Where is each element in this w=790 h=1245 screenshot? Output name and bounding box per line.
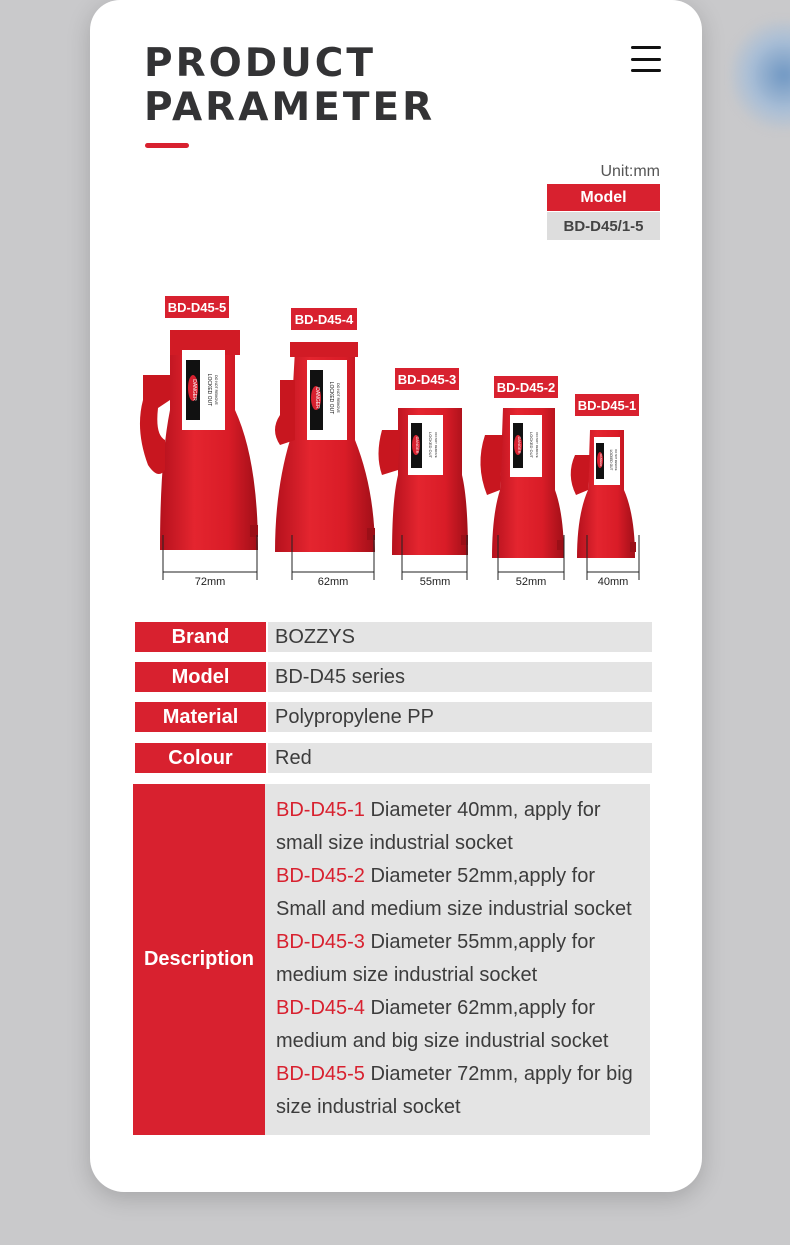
danger-text-3: DANGER [415,436,420,454]
danger-text-2: DANGER [517,436,522,454]
page-title [144,42,435,130]
param-row-material [135,702,652,732]
description-line: BD-D45-3 Diameter 55mm,apply for [276,931,595,953]
description-line: size industrial socket [276,1096,461,1118]
do-not-remove-text-4: DO NOT REMOVE [336,383,340,413]
do-not-remove-text-3: DO NOT REMOVE [434,432,438,458]
description-line: Small and medium size industrial socket [276,898,632,920]
description-label: Description [133,784,265,1135]
product-bd-d45-4 [275,308,375,552]
param-value: Polypropylene PP [268,702,652,732]
hamburger-menu-icon[interactable] [631,46,661,72]
locked-out-text-4: LOCKED OUT [328,381,334,415]
product-tag-2: BD-D45-2 [496,380,556,395]
product-bd-d45-1 [571,394,639,558]
dimension-label-4: 62mm [317,576,349,588]
product-bd-d45-5 [140,296,258,550]
product-tag-5: BD-D45-5 [167,300,227,315]
danger-text-5: DANGER [191,379,197,401]
param-label: Material [135,702,266,732]
dimension-label-3: 55mm [419,576,451,588]
product-bd-d45-3 [379,368,469,555]
unit-label: Unit:mm [600,163,660,180]
model-value: BD-D45/1-5 [547,212,660,240]
danger-text-4: DANGER [314,387,320,409]
danger-text-1: DANGER [599,453,603,467]
locked-out-text-2: LOCKED OUT [529,431,534,459]
description-line: medium and big size industrial socket [276,1030,609,1052]
product-tag-1: BD-D45-1 [577,398,637,413]
param-label: Brand [135,622,266,652]
description-line: medium size industrial socket [276,964,538,986]
title-underline [145,143,189,148]
param-value: Red [268,743,652,773]
param-row-model [135,662,652,692]
product-image-lineup [130,290,690,600]
locked-out-text-5: LOCKED OUT [206,373,212,407]
description-text [265,784,650,1135]
description-line: BD-D45-1 Diameter 40mm, apply for [276,799,601,821]
param-value: BD-D45 series [268,662,652,692]
param-value: BOZZYS [268,622,652,652]
description-line: BD-D45-5 Diameter 72mm, apply for big [276,1063,633,1085]
do-not-remove-text-1: DO NOT REMOVE [614,449,617,471]
do-not-remove-text-5: DO NOT REMOVE [214,375,218,405]
product-parameter-card [90,0,702,1192]
dimension-label-1: 40mm [597,576,629,588]
description-line: small size industrial socket [276,832,513,854]
page-title-line2: PARAMETER [144,85,436,130]
model-header: Model [547,184,660,211]
page-title-line1: PRODUCT [144,41,377,86]
background-blur-decoration [730,20,790,130]
do-not-remove-text-2: DO NOT REMOVE [535,432,539,458]
description-line: BD-D45-4 Diameter 62mm,apply for [276,997,595,1019]
param-row-brand [135,622,652,652]
dimension-label-2: 52mm [515,576,547,588]
param-label: Model [135,662,266,692]
description-line: BD-D45-2 Diameter 52mm,apply for [276,865,595,887]
param-label: Colour [135,743,266,773]
product-tag-3: BD-D45-3 [397,372,457,387]
param-row-colour [135,743,652,773]
dimension-label-5: 72mm [194,576,226,588]
locked-out-text-3: LOCKED OUT [428,431,433,459]
product-tag-4: BD-D45-4 [294,312,354,327]
param-row-description [133,784,650,1135]
locked-out-text-1: LOCKED OUT [609,449,613,471]
